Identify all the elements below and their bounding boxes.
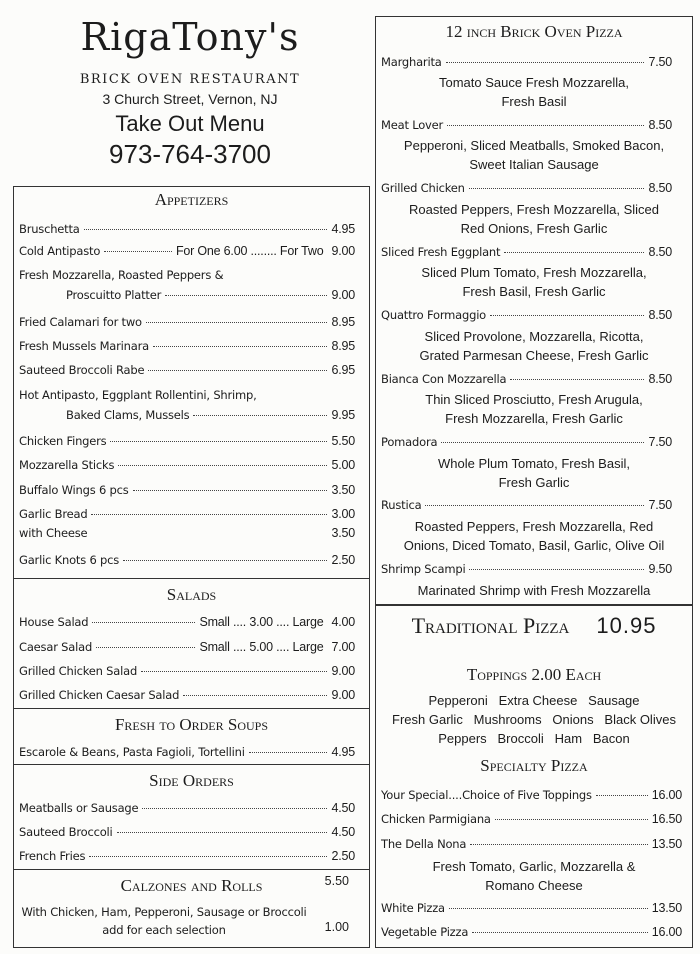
appetizers-heading: Appetizers <box>154 190 229 209</box>
menu-item: Garlic Bread 3.00 <box>19 507 355 521</box>
traditional-box <box>375 604 693 948</box>
pizza-desc: Sliced Provolone, Mozzarella, Ricotta, Grated Parmesan Cheese, Fresh Garlic <box>419 329 649 363</box>
menu-item: Cold Antipasto For One 6.00 ........ For Two 9.00 <box>19 244 355 258</box>
salads-heading: Salads <box>166 585 217 604</box>
menu-item: Grilled Chicken Caesar Salad 9.00 <box>19 688 355 702</box>
calzones-price: 5.50 <box>324 874 349 888</box>
specialty-item: Chicken Parmigiana 16.50 <box>381 812 682 826</box>
menu-item: Sauteed Broccoli 4.50 <box>19 825 355 839</box>
pizza-item: Grilled Chicken 8.50 <box>381 181 672 195</box>
restaurant-address: 3 Church Street, Vernon, NJ <box>102 91 278 107</box>
menu-item: Mozzarella Sticks 5.00 <box>19 458 355 472</box>
menu-item: Garlic Knots 6 pcs 2.50 <box>19 553 355 567</box>
menu-item: French Fries 2.50 <box>19 849 355 863</box>
menu-item-line: Hot Antipasto, Eggplant Rollentini, Shrimp, <box>19 388 257 402</box>
restaurant-subtitle: BRICK OVEN RESTAURANT <box>79 72 301 87</box>
traditional-heading: Traditional Pizza <box>411 613 570 638</box>
menu-item: Fried Calamari for two 8.95 <box>19 315 355 329</box>
traditional-price: 10.95 <box>596 613 657 638</box>
soups-heading: Fresh to Order Soups <box>114 715 269 734</box>
toppings-heading: Toppings 2.00 Each <box>466 665 602 684</box>
pizza-desc: Thin Sliced Prosciutto, Fresh Arugula, Fresh Mozzarella, Fresh Garlic <box>425 392 643 426</box>
menu-item: Meatballs or Sausage 4.50 <box>19 801 355 815</box>
menu-item: Sauteed Broccoli Rabe 6.95 <box>19 363 355 377</box>
pizza-desc: Roasted Peppers, Fresh Mozzarella, Red Onions, Diced Tomato, Basil, Garlic, Olive Oil <box>403 519 665 553</box>
menu-item: Caesar Salad Small .... 5.00 .... Large 7.00 <box>19 640 355 654</box>
specialty-item: White Pizza 13.50 <box>381 901 682 915</box>
menu-item: House Salad Small .... 3.00 .... Large 4.00 <box>19 615 355 629</box>
menu-item: Buffalo Wings 6 pcs 3.50 <box>19 483 355 497</box>
pizza-item: Bianca Con Mozzarella 8.50 <box>381 372 672 386</box>
pizza-item: Quattro Formaggio 8.50 <box>381 308 672 322</box>
specialty-heading: Specialty Pizza <box>480 756 588 775</box>
pizza-item: Margharita 7.50 <box>381 55 672 69</box>
phone-number: 973-764-3700 <box>109 139 271 169</box>
menu-item: Bruschetta 4.95 <box>19 222 355 236</box>
calzones-add-price: 1.00 <box>324 920 349 934</box>
sides-heading: Side Orders <box>149 771 234 790</box>
pizza-desc: Pepperoni, Sliced Meatballs, Smoked Bacon, Sweet Italian Sausage <box>403 138 665 172</box>
menu-item: Baked Clams, Mussels 9.95 <box>66 408 355 422</box>
brick-oven-heading: 12 inch Brick Oven Pizza <box>445 22 623 41</box>
specialty-item: Vegetable Pizza 16.00 <box>381 925 682 939</box>
menu-title: Take Out Menu <box>115 111 265 136</box>
pizza-desc: Marinated Shrimp with Fresh Mozzarella <box>417 583 651 598</box>
menu-item: Fresh Mussels Marinara 8.95 <box>19 339 355 353</box>
specialty-item: Your Special ....Choice of Five Toppings 16.00 <box>381 788 682 802</box>
specialty-item: The Della Nona 13.50 <box>381 837 682 851</box>
calzones-heading: Calzones and Rolls <box>120 876 263 895</box>
specialty-desc: Fresh Tomato, Garlic, Mozzarella & Romano Cheese <box>432 859 636 893</box>
left-menu-box <box>13 186 370 948</box>
calzones-desc-2: add for each selection <box>102 923 226 937</box>
restaurant-logo: RigaTony's <box>80 15 300 59</box>
pizza-item: Rustica 7.50 <box>381 498 672 512</box>
pizza-desc: Roasted Peppers, Fresh Mozzarella, Sliced Red Onions, Fresh Garlic <box>408 202 659 236</box>
pizza-desc: Sliced Plum Tomato, Fresh Mozzarella, Fresh Basil, Fresh Garlic <box>421 265 647 299</box>
brick-oven-box <box>375 16 693 606</box>
menu-item: Grilled Chicken Salad 9.00 <box>19 664 355 678</box>
pizza-item: Meat Lover 8.50 <box>381 118 672 132</box>
pizza-desc: Tomato Sauce Fresh Mozzarella, Fresh Basil <box>438 75 630 109</box>
menu-item: with Cheese 3.50 <box>19 526 355 540</box>
toppings-list: Pepperoni Extra Cheese Sausage Fresh Garlic Mushrooms Onions Black Olives Peppers Broccoli Ham Bacon <box>392 693 676 746</box>
pizza-item: Shrimp Scampi 9.50 <box>381 562 672 576</box>
menu-item: Proscuitto Platter 9.00 <box>66 288 355 302</box>
pizza-item: Sliced Fresh Eggplant 8.50 <box>381 245 672 259</box>
menu-item: Chicken Fingers 5.50 <box>19 434 355 448</box>
pizza-desc: Whole Plum Tomato, Fresh Basil, Fresh Garlic <box>438 456 630 490</box>
menu-item-line: Fresh Mozzarella, Roasted Peppers & <box>19 268 224 282</box>
pizza-item: Pomadora 7.50 <box>381 435 672 449</box>
calzones-desc-1: With Chicken, Ham, Pepperoni, Sausage or Broccoli <box>21 905 307 919</box>
menu-item: Escarole & Beans, Pasta Fagioli, Tortellini 4.95 <box>19 745 355 759</box>
